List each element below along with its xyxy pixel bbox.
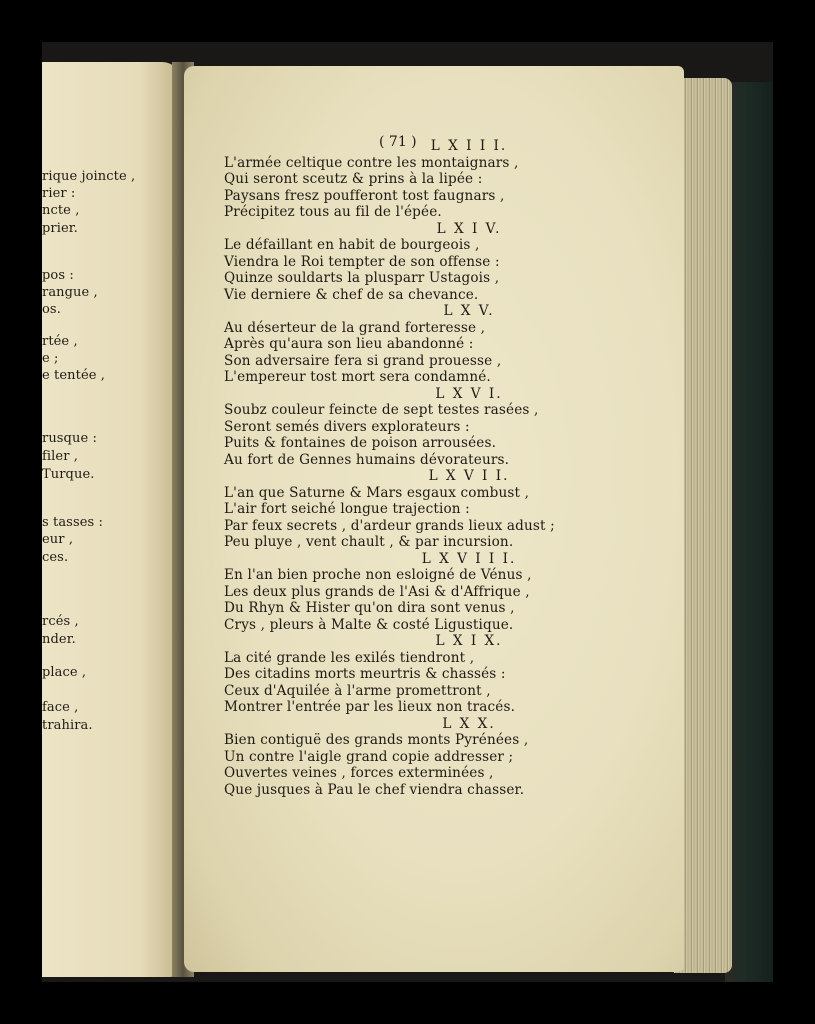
- verse-line: Crys , pleurs à Malte & costé Ligustique.: [224, 616, 514, 633]
- verse-line: La cité grande les exilés tiendront ,: [224, 649, 475, 666]
- verse-line: Au déserteur de la grand forteresse ,: [224, 319, 486, 336]
- left-page-fragment: place ,: [42, 665, 87, 680]
- verse-line: Du Rhyn & Hister qu'on dira sont venus ,: [224, 600, 515, 616]
- left-page-fragment: rier :: [42, 186, 76, 201]
- quatrain-heading: L X V.: [443, 303, 495, 319]
- left-page-fragment: rcés ,: [42, 614, 79, 629]
- verse-line: L'empereur tost mort sera condamné.: [224, 369, 491, 385]
- quatrain-heading: L X X.: [442, 715, 496, 732]
- quatrain-heading: L X V I I.: [428, 468, 510, 484]
- quatrain-heading: L X I X.: [435, 633, 503, 649]
- left-page-fragment: e ;: [42, 351, 59, 366]
- left-page-fragment: prier.: [42, 221, 78, 236]
- left-page-fragment: ncte ,: [42, 203, 80, 218]
- open-book: [42, 42, 773, 982]
- left-page-fragment: e tentée ,: [42, 368, 105, 383]
- verse-line: Ouvertes veines , forces exterminées ,: [224, 765, 494, 781]
- left-page-fragment: nder.: [42, 632, 76, 647]
- left-page-fragment: pos :: [42, 268, 74, 283]
- verse-line: Ceux d'Aquilée à l'arme promettront ,: [224, 682, 491, 699]
- verse-line: En l'an bien proche non esloigné de Vénus ,: [224, 567, 532, 583]
- verse-line: Au fort de Gennes humains dévorateurs.: [224, 451, 510, 468]
- verse-line: Le défaillant en habit de bourgeois ,: [224, 237, 480, 253]
- verse-line: Après qu'aura son lieu abandonné :: [224, 336, 474, 352]
- verse-line: Montrer l'entrée par les lieux non tracés.: [224, 699, 516, 715]
- quatrain-heading: L X I I I.: [430, 138, 508, 154]
- verse-line: Seront semés divers explorateurs :: [224, 418, 470, 435]
- left-page-fragment: os.: [42, 302, 61, 317]
- verse-line: L'an que Saturne & Mars esgaux combust ,: [224, 484, 530, 501]
- verse-line: Soubz couleur feincte de sept testes rasées ,: [224, 402, 539, 418]
- page-number: ( 71 ): [379, 134, 417, 150]
- verse-line: Les deux plus grands de l'Asi & d'Affrique ,: [224, 583, 530, 600]
- left-page-fragment: trahira.: [42, 718, 93, 733]
- verse-line: Précipitez tous au fil de l'épée.: [224, 204, 442, 220]
- quatrain-heading: L X V I I I.: [421, 550, 517, 567]
- verse-line: Des citadins morts meurtris & chassés :: [224, 666, 506, 682]
- left-page-fragment: rangue ,: [42, 285, 98, 300]
- left-page-fragment: rusque :: [42, 431, 97, 446]
- left-page-fragment: Turque.: [42, 467, 95, 482]
- verse-line: Paysans fresz poufferont tost faugnars ,: [224, 187, 505, 204]
- verse-line: Viendra le Roi tempter de son offense :: [224, 253, 500, 270]
- right-page: [184, 66, 684, 972]
- verse-line: Quinze souldarts la plusparr Ustagois ,: [224, 270, 500, 286]
- quatrain-heading: L X V I.: [435, 385, 503, 402]
- left-page-fragment: ces.: [42, 550, 69, 565]
- verse-line: Qui seront sceutz & prins à la lipée :: [224, 171, 483, 187]
- verse-line: Bien contiguë des grands monts Pyrénées ,: [224, 732, 529, 748]
- left-page-fragment: face ,: [42, 700, 79, 715]
- left-page-fragment: rtée ,: [42, 334, 78, 349]
- verse-line: Puits & fontaines de poison arrousées.: [224, 435, 497, 451]
- left-page: [42, 62, 182, 977]
- quatrain-heading: L X I V.: [436, 220, 502, 237]
- left-page-fragment: filer ,: [42, 449, 78, 464]
- left-page-fragment: eur ,: [42, 532, 74, 547]
- quatrain-text: [224, 138, 664, 798]
- verse-line: Par feux secrets , d'ardeur grands lieux adust ;: [224, 517, 555, 534]
- book-binding: [725, 82, 773, 982]
- left-page-fragment: rique joincte ,: [42, 169, 136, 184]
- left-page-fragment: s tasses :: [42, 515, 103, 530]
- verse-line: L'air fort seiché longue trajection :: [224, 501, 470, 517]
- verse-line: Son adversaire fera si grand prouesse ,: [224, 352, 502, 369]
- verse-line: Un contre l'aigle grand copie addresser ;: [224, 748, 514, 765]
- verse-line: Vie derniere & chef de sa chevance.: [224, 286, 479, 303]
- verse-line: Que jusques à Pau le chef viendra chasser.: [224, 781, 525, 798]
- verse-line: L'armée celtique contre les montaignars ,: [224, 154, 519, 171]
- verse-line: Peu pluye , vent chault , & par incursion.: [224, 534, 514, 550]
